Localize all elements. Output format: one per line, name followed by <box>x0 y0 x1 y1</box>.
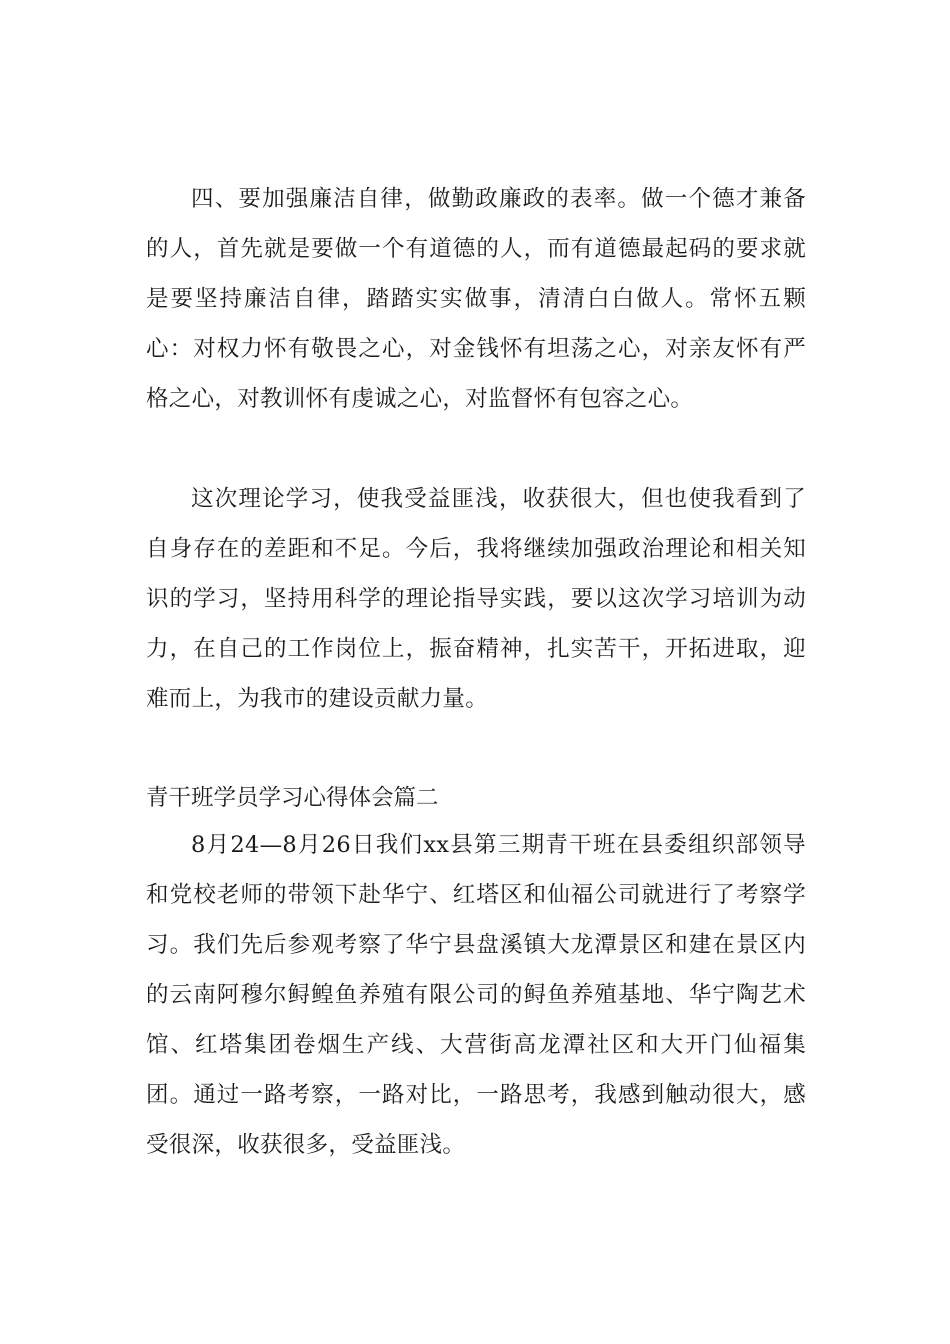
paragraph-self-discipline: 四、要加强廉洁自律，做勤政廉政的表率。做一个德才兼备的人，首先就是要做一个有道德的人，而有道德最起码的要求就是要坚持廉洁自律，踏踏实实做事，清清白白做人。常怀五颗心：对权力怀有敬畏之心，对金钱怀有坦荡之心，对亲友怀有严格之心，对教训怀有虔诚之心，对监督怀有包容之心。 <box>146 186 806 412</box>
section-heading: 青干班学员学习心得体会篇二 <box>146 785 439 811</box>
paragraph-study-summary: 这次理论学习，使我受益匪浅，收获很大，但也使我看到了自身存在的差距和不足。今后，我将继续加强政治理论和相关知识的学习，坚持用科学的理论指导实践，要以这次学习培训为动力，在自己的工作岗位上，振奋精神，扎实苦干，开拓进取，迎难而上，为我市的建设贡献力量。 <box>146 486 806 712</box>
paragraph-field-trip: 8月24—8月26日我们xx县第三期青干班在县委组织部领导和党校老师的带领下赴华宁、红塔区和仙福公司就进行了考察学习。我们先后参观考察了华宁县盘溪镇大龙潭景区和建在景区内的云南阿穆尔鲟鳇鱼养殖有限公司的鲟鱼养殖基地、华宁陶艺术馆、红塔集团卷烟生产线、大营街高龙潭社区和大开门仙福集团。通过一路考察，一路对比，一路思考，我感到触动很大，感受很深，收获很多，受益匪浅。 <box>146 832 806 1158</box>
